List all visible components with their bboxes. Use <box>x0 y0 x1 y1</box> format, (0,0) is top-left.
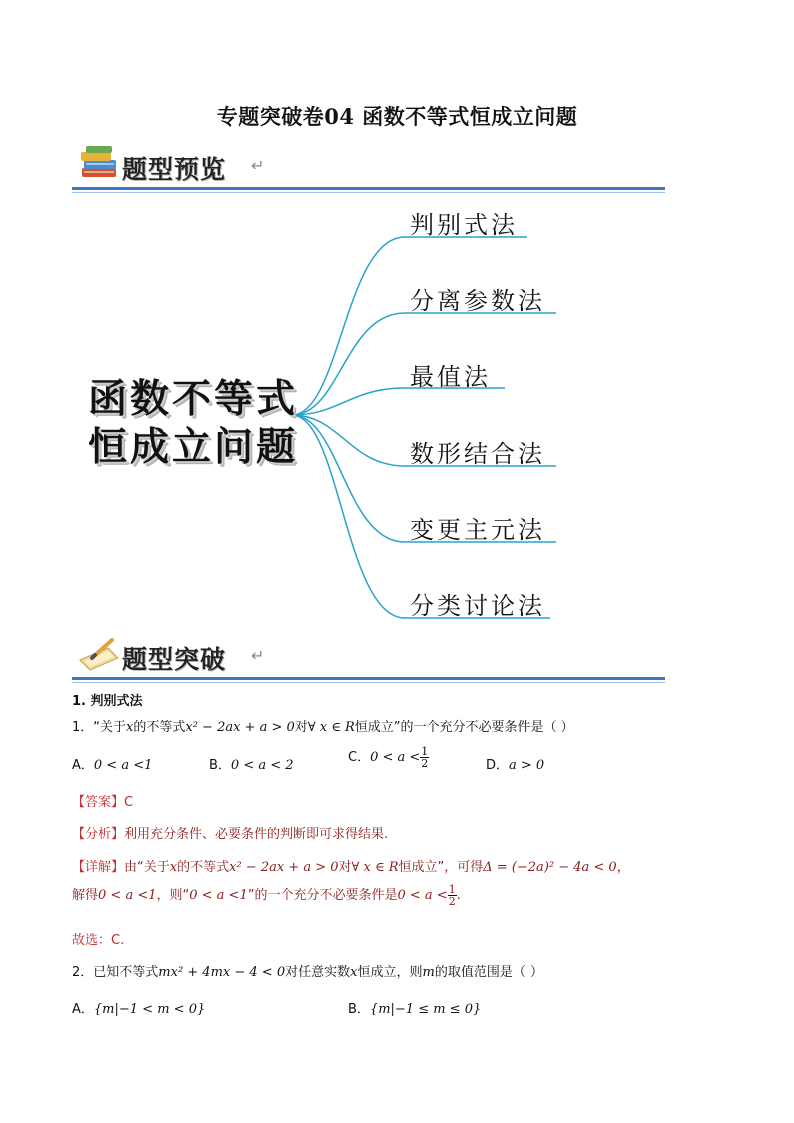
mindmap-branch-1: 判别式法 <box>410 211 518 239</box>
q2-option-b <box>348 998 481 1017</box>
mindmap-center <box>88 376 298 472</box>
analysis-text: 利用充分条件、必要条件的判断即可求得结果. <box>124 827 389 842</box>
mindmap-branch-2: 分离参数法 <box>410 287 545 315</box>
option-label: D． <box>486 758 510 773</box>
pen-paper-icon <box>78 636 120 672</box>
fraction-denominator: 2 <box>448 895 456 908</box>
detail-range: 0 < a < <box>397 888 448 903</box>
section-label: 题型突破 <box>122 645 227 674</box>
q1-detail-line1 <box>72 856 630 875</box>
answer-tag: 【答案】 <box>72 795 125 810</box>
mindmap-branch-4: 数形结合法 <box>410 440 545 468</box>
q1-inequality: x² − 2ax + a > 0 <box>185 720 295 735</box>
detail-text: 恒成立”，可得 <box>398 860 484 875</box>
question-2 <box>72 961 543 980</box>
return-mark: ↵ <box>251 156 265 175</box>
detail-text: 的不等式 <box>177 860 230 875</box>
option-label: C． <box>348 750 371 765</box>
detail-inequality: x² − 2ax + a > 0 <box>229 860 339 875</box>
q1-option-d <box>486 754 544 773</box>
mindmap-center-line1: 函数不等式 <box>88 377 299 422</box>
q2-inequality: mx² + 4mx − 4 < 0 <box>158 965 286 980</box>
q1-option-c <box>348 746 429 769</box>
q2-prefix: 2．已知不等式 <box>72 965 159 980</box>
detail-range: 0 < a <1 <box>98 888 157 903</box>
page-title: 专题突破卷04 函数不等式恒成立问题 <box>216 104 578 129</box>
option-value: {m|−1 < m < 0} <box>93 1002 206 1017</box>
subsection-title: 1. 判别式法 <box>72 694 143 709</box>
q1-mid1: 的不等式 <box>133 720 186 735</box>
q1-conclusion <box>72 929 124 948</box>
option-value: a > 0 <box>509 758 545 773</box>
fraction-one-half <box>420 746 429 769</box>
option-label: A． <box>72 1002 94 1017</box>
mindmap-center-line2: 恒成立问题 <box>88 425 299 470</box>
q1-analysis <box>72 823 388 842</box>
conclusion-tag: 故选： <box>72 933 112 948</box>
q2-var-x: x <box>350 965 358 980</box>
q2-mid2: 恒成立，则 <box>357 965 423 980</box>
q1-answer <box>72 791 133 810</box>
fraction-numerator: 1 <box>448 883 456 896</box>
q2-suffix: 的取值范围是（ ） <box>434 965 543 980</box>
option-value: 0 < a < <box>370 750 421 765</box>
detail-forall: ∀ x ∈ R <box>351 860 399 875</box>
fraction-one-half <box>448 884 457 907</box>
question-1 <box>72 716 574 735</box>
conclusion-value: C. <box>111 933 125 948</box>
detail-text: ，则“ <box>156 888 190 903</box>
detail-text: 由“关于 <box>124 860 170 875</box>
option-value: {m|−1 ≤ m ≤ 0} <box>369 1002 482 1017</box>
option-label: B． <box>348 1002 370 1017</box>
q1-prefix: 1．“关于 <box>72 720 127 735</box>
detail-text: 解得 <box>72 888 99 903</box>
detail-tag: 【详解】 <box>72 860 125 875</box>
option-value: 0 < a <1 <box>93 758 153 773</box>
detail-text: . <box>456 888 461 903</box>
option-label: B． <box>209 758 231 773</box>
detail-range: 0 < a <1 <box>189 888 248 903</box>
mindmap-branch-6: 分类讨论法 <box>410 592 545 620</box>
return-mark: ↵ <box>251 646 265 665</box>
branch-line-3 <box>292 388 505 415</box>
q1-option-a <box>72 754 152 773</box>
detail-text: 对 <box>338 860 352 875</box>
q1-var-x: x <box>126 720 134 735</box>
q1-option-b <box>209 754 294 773</box>
fraction-denominator: 2 <box>421 757 429 770</box>
section-divider <box>72 677 665 680</box>
answer-value: C <box>124 795 134 810</box>
mindmap-branch-5: 变更主元法 <box>410 516 545 544</box>
option-value: 0 < a < 2 <box>230 758 294 773</box>
q2-option-a <box>72 998 205 1017</box>
books-icon <box>78 146 120 182</box>
q1-mid2: 对 <box>294 720 308 735</box>
q2-mid1: 对任意实数 <box>285 965 351 980</box>
detail-discriminant: Δ = (−2a)² − 4a < 0 <box>483 860 617 875</box>
q2-var-m: m <box>422 965 435 980</box>
fraction-numerator: 1 <box>421 745 429 758</box>
q1-suffix: 恒成立”的一个充分不必要条件是（ ） <box>354 720 574 735</box>
section-header-preview <box>78 146 278 186</box>
detail-text: ， <box>616 860 630 875</box>
detail-var-x: x <box>169 860 178 875</box>
section-divider-thin <box>72 682 665 683</box>
detail-text: ”的一个充分不必要条件是 <box>247 888 398 903</box>
mindmap-branch-3: 最值法 <box>410 363 491 391</box>
q1-detail-line2 <box>72 884 461 907</box>
q1-forall: ∀ x ∈ R <box>307 720 355 735</box>
option-label: A． <box>72 758 94 773</box>
analysis-tag: 【分析】 <box>72 827 125 842</box>
section-header-breakthrough <box>78 636 278 676</box>
section-label: 题型预览 <box>122 155 227 184</box>
